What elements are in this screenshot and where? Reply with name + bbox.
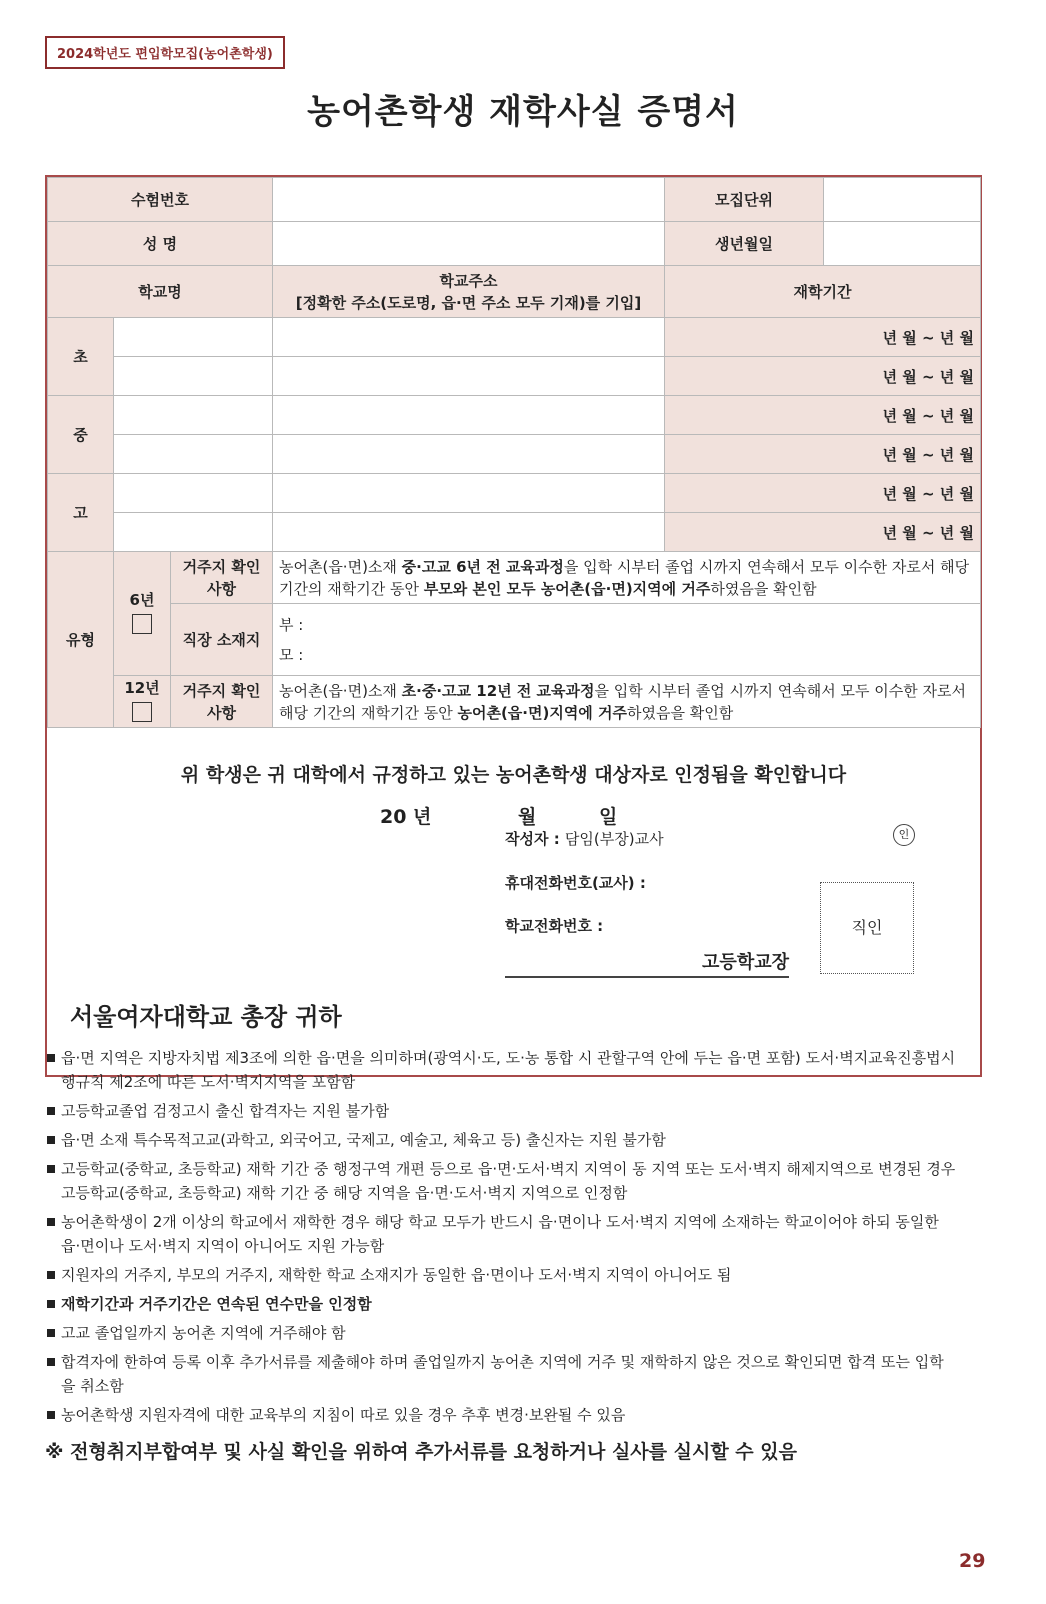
- date-month: 월: [518, 806, 537, 828]
- six-year-checkbox[interactable]: [132, 614, 152, 634]
- twelve-year-label: 12년: [124, 679, 160, 697]
- name-field[interactable]: [273, 222, 665, 266]
- mother-workplace: 모 :: [279, 645, 304, 664]
- school-name-field[interactable]: [114, 357, 273, 396]
- desc-part: 농어촌(읍·면)소재: [279, 681, 402, 700]
- school-name-field[interactable]: [114, 513, 273, 552]
- list-item: 읍·면 지역은 지방자치법 제3조에 의한 읍·면을 의미하며(광역시·도, 도·농 통합 시 관할구역 안에 두는 읍·면 포함) 도서·벽지교육진흥법시행규칙 제2조에 따른 도서·벽지지역을 포함함: [45, 1046, 957, 1094]
- period-field[interactable]: [665, 318, 981, 357]
- workplace-field[interactable]: [273, 604, 981, 676]
- exam-no-label: 수험번호: [48, 178, 273, 222]
- date-line: [380, 802, 617, 829]
- birth-label: 생년월일: [665, 222, 824, 266]
- type-label: 유형: [48, 552, 114, 728]
- school-phone-label: 학교전화번호 :: [505, 917, 604, 935]
- desc-bold: 농어촌(읍·면)지역에 거주: [457, 703, 628, 722]
- desc-bold: 중·고교 6년 전 교육과정: [401, 557, 564, 576]
- period-field[interactable]: [665, 435, 981, 474]
- page-number: 29: [959, 1550, 986, 1572]
- writer-line: [505, 828, 664, 849]
- period-field[interactable]: [665, 396, 981, 435]
- name-label: 성 명: [48, 222, 273, 266]
- twelve-year-cell: [114, 676, 171, 728]
- header-tag: 2024학년도 편입학모집(농어촌학생): [45, 36, 285, 69]
- period-field[interactable]: [665, 357, 981, 396]
- desc-bold: 부모와 본인 모두 농어촌(읍·면)지역에 거주: [423, 579, 711, 598]
- six-year-label: 6년: [129, 591, 155, 609]
- writer-label: 작성자 :: [505, 830, 565, 848]
- list-item: 농어촌학생이 2개 이상의 학교에서 재학한 경우 해당 학교 모두가 반드시 읍·면이나 도서·벽지 지역에 소재하는 학교이어야 하되 동일한 읍·면이나 도서·벽지 지역이 아니어도 지원 가능함: [45, 1210, 957, 1258]
- desc-part: 농어촌(읍·면)소재: [279, 557, 402, 576]
- father-workplace: 부 :: [279, 615, 304, 634]
- list-item: 재학기간과 거주기간은 연속된 연수만을 인정함: [45, 1292, 957, 1316]
- six-year-description: [273, 552, 981, 604]
- period-text: 년 월 ~ 년 월: [882, 445, 974, 464]
- school-address-note: [정확한 주소(도로명, 읍·면 주소 모두 기재)를 기입]: [295, 293, 642, 312]
- confirmation-statement: 위 학생은 귀 대학에서 규정하고 있는 농어촌학생 대상자로 인정됨을 확인합니다: [180, 764, 847, 786]
- school-name-header: 학교명: [48, 266, 273, 318]
- period-field[interactable]: [665, 474, 981, 513]
- writer-value: 담임(부장)교사: [564, 830, 664, 848]
- school-address-header: [273, 266, 665, 318]
- mobile-label: 휴대전화번호(교사) :: [505, 874, 646, 892]
- desc-part: 하였음을 확인함: [627, 703, 734, 722]
- desc-part: 하였음을 확인함: [710, 579, 817, 598]
- workplace-label: 직장 소재지: [171, 604, 273, 676]
- date-day: 일: [599, 806, 618, 828]
- addressee: 서울여자대학교 총장 귀하: [70, 1003, 342, 1031]
- period-text: 년 월 ~ 년 월: [882, 523, 974, 542]
- date-year: 20 년: [380, 806, 432, 828]
- list-item: 고등학교(중학교, 초등학교) 재학 기간 중 행정구역 개편 등으로 읍·면·도서·벽지 지역이 동 지역 또는 도서·벽지 해제지역으로 변경된 경우 고등학교(중학교, 초등학교) 재학 기간 중 해당 지역을 읍·면·도서·벽지 지역으로 인정함: [45, 1157, 957, 1205]
- final-note: ※ 전형취지부합여부 및 사실 확인을 위하여 추가서류를 요청하거나 실사를 실시할 수 있음: [45, 1441, 797, 1463]
- unit-field[interactable]: [824, 178, 981, 222]
- confirmation-area: [45, 752, 982, 1075]
- school-name-field[interactable]: [114, 396, 273, 435]
- twelve-year-description: [273, 676, 981, 728]
- level-middle: 중: [48, 396, 114, 474]
- school-name-field[interactable]: [114, 474, 273, 513]
- twelve-year-checkbox[interactable]: [132, 702, 152, 722]
- school-address-field[interactable]: [273, 513, 665, 552]
- school-address-field[interactable]: [273, 396, 665, 435]
- period-text: 년 월 ~ 년 월: [882, 484, 974, 503]
- exam-no-field[interactable]: [273, 178, 665, 222]
- desc-bold: 초·중·고교 12년 전 교육과정: [401, 681, 595, 700]
- page-title: 농어촌학생 재학사실 증명서: [307, 92, 739, 132]
- unit-label: 모집단위: [665, 178, 824, 222]
- school-name-field[interactable]: [114, 435, 273, 474]
- school-address-field[interactable]: [273, 357, 665, 396]
- notes-list: [45, 1046, 957, 1432]
- list-item: 농어촌학생 지원자격에 대한 교육부의 지침이 따로 있을 경우 추후 변경·보완될 수 있음: [45, 1403, 957, 1427]
- school-address-field[interactable]: [273, 474, 665, 513]
- school-name-field[interactable]: [114, 318, 273, 357]
- list-item: 합격자에 한하여 등록 이후 추가서류를 제출해야 하며 졸업일까지 농어촌 지역에 거주 및 재학하지 않은 것으로 확인되면 합격 또는 입학을 취소함: [45, 1350, 957, 1398]
- period-field[interactable]: [665, 513, 981, 552]
- level-elementary: 초: [48, 318, 114, 396]
- period-text: 년 월 ~ 년 월: [882, 328, 974, 347]
- school-address-field[interactable]: [273, 318, 665, 357]
- desc-part: 을 입학 시부터 졸업 시까지 연속해서 모두 이수한 자로서 해당 기간의 재학기간 동안: [279, 681, 966, 722]
- list-item: 지원자의 거주지, 부모의 거주지, 재학한 학교 소재지가 동일한 읍·면이나 도서·벽지 지역이 아니어도 됨: [45, 1263, 957, 1287]
- seal-mark: 인: [893, 824, 915, 846]
- official-stamp-box: 직인: [820, 882, 914, 974]
- residence-label-6: 거주지 확인 사항: [171, 552, 273, 604]
- period-header: 재학기간: [665, 266, 981, 318]
- desc-part: 을 입학 시부터 졸업 시까지 연속해서 모두 이수한 자로서 해당 기간의 재학기간 동안: [279, 557, 970, 598]
- birth-field[interactable]: [824, 222, 981, 266]
- list-item: 읍·면 소재 특수목적고교(과학고, 외국어고, 국제고, 예술고, 체육고 등) 출신자는 지원 불가함: [45, 1128, 957, 1152]
- school-address-title: 학교주소: [439, 271, 498, 290]
- school-address-field[interactable]: [273, 435, 665, 474]
- list-item: 고교 졸업일까지 농어촌 지역에 거주해야 함: [45, 1321, 957, 1345]
- principal-signature: 고등학교장: [505, 948, 789, 978]
- six-year-cell: [114, 552, 171, 676]
- list-item: 고등학교졸업 검정고시 출신 합격자는 지원 불가함: [45, 1099, 957, 1123]
- period-text: 년 월 ~ 년 월: [882, 406, 974, 425]
- form-table: [47, 177, 981, 728]
- period-text: 년 월 ~ 년 월: [882, 367, 974, 386]
- residence-label-12: 거주지 확인 사항: [171, 676, 273, 728]
- level-high: 고: [48, 474, 114, 552]
